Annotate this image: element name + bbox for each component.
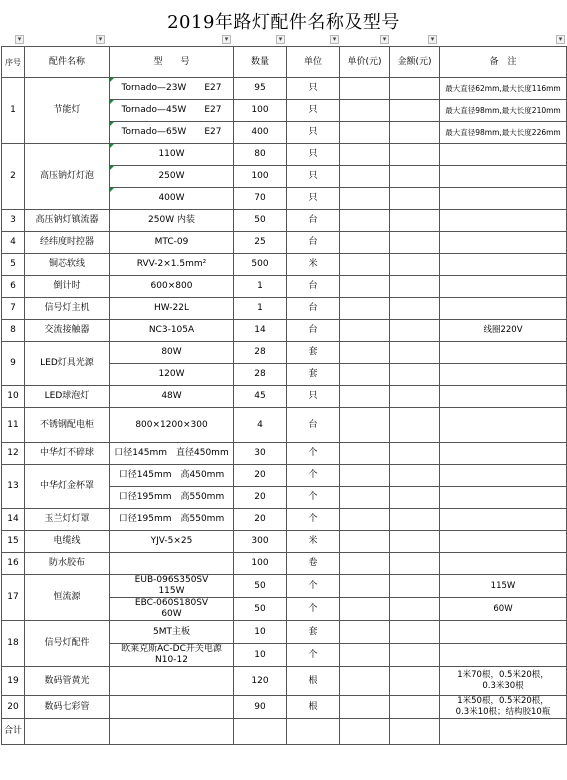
- amount-cell[interactable]: [390, 575, 440, 598]
- note-cell: 60W: [440, 598, 567, 621]
- unit-cell: 个: [287, 443, 340, 465]
- amount-cell[interactable]: [390, 298, 440, 320]
- part-name-cell: 不锈钢配电柜: [25, 408, 110, 443]
- price-cell[interactable]: [340, 342, 390, 364]
- price-cell[interactable]: [340, 166, 390, 188]
- note-cell: [440, 408, 567, 443]
- qty-cell: 1: [234, 298, 287, 320]
- header-unit: 单位: [287, 47, 340, 78]
- price-cell[interactable]: [340, 122, 390, 144]
- amount-cell[interactable]: [390, 364, 440, 386]
- seq-cell: 15: [2, 531, 25, 553]
- comment-indicator: [110, 188, 114, 192]
- seq-cell: 20: [2, 696, 25, 719]
- part-name-cell: 电缆线: [25, 531, 110, 553]
- qty-cell: 28: [234, 364, 287, 386]
- amount-cell[interactable]: [390, 553, 440, 575]
- unit-cell: 个: [287, 644, 340, 667]
- table-row: [2, 254, 567, 276]
- seq-cell: 10: [2, 386, 25, 408]
- unit-cell: 只: [287, 188, 340, 210]
- model-cell: 5MT主板: [110, 621, 234, 644]
- part-name-cell: LED球泡灯: [25, 386, 110, 408]
- model-cell: NC3-105A: [110, 320, 234, 342]
- model-cell: 口径145mm 高450mm: [110, 465, 234, 487]
- seq-cell: 11: [2, 408, 25, 443]
- qty-cell: 120: [234, 667, 287, 696]
- note-cell: [440, 210, 567, 232]
- total-row: [2, 719, 567, 745]
- qty-cell: 14: [234, 320, 287, 342]
- unit-cell: 台: [287, 408, 340, 443]
- price-cell[interactable]: [340, 487, 390, 509]
- price-cell[interactable]: [340, 644, 390, 667]
- part-name-cell: 数码七彩管: [25, 696, 110, 719]
- part-name-cell: 玉兰灯灯罩: [25, 509, 110, 531]
- seq-cell: 17: [2, 575, 25, 621]
- model-cell: 48W: [110, 386, 234, 408]
- model-cell: 250W 内装: [110, 210, 234, 232]
- table-row: [2, 210, 567, 232]
- qty-cell: 70: [234, 188, 287, 210]
- amount-cell[interactable]: [390, 320, 440, 342]
- table-row: [2, 443, 567, 465]
- part-name-cell: 节能灯: [25, 78, 110, 144]
- price-cell[interactable]: [340, 531, 390, 553]
- price-cell[interactable]: [340, 144, 390, 166]
- price-cell[interactable]: [340, 667, 390, 696]
- table-row: [2, 386, 567, 408]
- unit-cell: 只: [287, 166, 340, 188]
- note-cell: [440, 553, 567, 575]
- model-cell: [110, 696, 234, 719]
- unit-cell: 只: [287, 100, 340, 122]
- note-cell: 最大直径98mm,最大长度210mm: [440, 100, 567, 122]
- amount-cell[interactable]: [390, 78, 440, 100]
- header-row: [2, 47, 567, 78]
- part-name-cell: 经纬度时控器: [25, 232, 110, 254]
- note-cell: [440, 166, 567, 188]
- seq-cell: 3: [2, 210, 25, 232]
- qty-cell: 10: [234, 621, 287, 644]
- filter-dropdown-button[interactable]: ▾: [330, 35, 339, 44]
- total-empty-cell[interactable]: [390, 719, 440, 745]
- qty-cell: 10: [234, 644, 287, 667]
- model-cell: Tornado—23W E27: [110, 78, 234, 100]
- qty-cell: 28: [234, 342, 287, 364]
- amount-cell[interactable]: [390, 509, 440, 531]
- amount-cell[interactable]: [390, 465, 440, 487]
- seq-cell: 16: [2, 553, 25, 575]
- amount-cell[interactable]: [390, 100, 440, 122]
- unit-cell: 套: [287, 364, 340, 386]
- qty-cell: 400: [234, 122, 287, 144]
- model-cell: 120W: [110, 364, 234, 386]
- table-row: [2, 78, 567, 100]
- qty-cell: 500: [234, 254, 287, 276]
- unit-cell: 米: [287, 531, 340, 553]
- unit-cell: 个: [287, 575, 340, 598]
- table-row: [2, 621, 567, 644]
- header-model: 型 号: [110, 47, 234, 78]
- amount-cell[interactable]: [390, 342, 440, 364]
- seq-cell: 19: [2, 667, 25, 696]
- amount-cell[interactable]: [390, 210, 440, 232]
- seq-cell: 1: [2, 78, 25, 144]
- note-cell: 115W: [440, 575, 567, 598]
- unit-cell: 个: [287, 598, 340, 621]
- seq-cell: 8: [2, 320, 25, 342]
- part-name-cell: 交流接触器: [25, 320, 110, 342]
- price-cell[interactable]: [340, 100, 390, 122]
- table-row: [2, 276, 567, 298]
- price-cell[interactable]: [340, 320, 390, 342]
- amount-cell[interactable]: [390, 232, 440, 254]
- qty-cell: 300: [234, 531, 287, 553]
- note-cell: 最大直径62mm,最大长度116mm: [440, 78, 567, 100]
- note-cell: [440, 342, 567, 364]
- part-name-cell: 信号灯配件: [25, 621, 110, 667]
- table-row: [2, 575, 567, 598]
- price-cell[interactable]: [340, 210, 390, 232]
- seq-cell: 7: [2, 298, 25, 320]
- unit-cell: 只: [287, 386, 340, 408]
- price-cell[interactable]: [340, 78, 390, 100]
- unit-cell: 个: [287, 465, 340, 487]
- unit-cell: 台: [287, 232, 340, 254]
- table-row: [2, 531, 567, 553]
- qty-cell: 30: [234, 443, 287, 465]
- price-cell[interactable]: [340, 276, 390, 298]
- part-name-cell: LED灯具光源: [25, 342, 110, 386]
- seq-cell: 5: [2, 254, 25, 276]
- amount-cell[interactable]: [390, 386, 440, 408]
- filter-dropdown-button[interactable]: ▾: [96, 35, 105, 44]
- model-cell: 80W: [110, 342, 234, 364]
- note-cell: [440, 531, 567, 553]
- amount-cell[interactable]: [390, 166, 440, 188]
- price-cell[interactable]: [340, 598, 390, 621]
- part-name-cell: 恒流源: [25, 575, 110, 621]
- note-cell: [440, 364, 567, 386]
- header-amount: 金额(元): [390, 47, 440, 78]
- amount-cell[interactable]: [390, 443, 440, 465]
- filter-dropdown-button[interactable]: ▾: [380, 35, 389, 44]
- seq-cell: 14: [2, 509, 25, 531]
- model-cell: 800×1200×300: [110, 408, 234, 443]
- filter-dropdown-button[interactable]: ▾: [222, 35, 231, 44]
- header-note: 备 注: [440, 47, 567, 78]
- table-row: [2, 232, 567, 254]
- model-cell: 400W: [110, 188, 234, 210]
- model-cell: EBC-060S180SV 60W: [110, 598, 234, 621]
- header-name: 配件名称: [25, 47, 110, 78]
- note-cell: 线圈220V: [440, 320, 567, 342]
- qty-cell: 100: [234, 100, 287, 122]
- note-cell: 1米50根，0.5米20根， 0.3米10根；结构胶10瓶: [440, 696, 567, 719]
- comment-indicator: [110, 166, 114, 170]
- unit-cell: 只: [287, 78, 340, 100]
- table-row: [2, 696, 567, 719]
- table-row: [2, 667, 567, 696]
- qty-cell: 50: [234, 210, 287, 232]
- qty-cell: 4: [234, 408, 287, 443]
- comment-indicator: [110, 100, 114, 104]
- part-name-cell: 中华灯金杯罩: [25, 465, 110, 509]
- price-cell[interactable]: [340, 575, 390, 598]
- seq-cell: 6: [2, 276, 25, 298]
- model-cell: 口径145mm 直径450mm: [110, 443, 234, 465]
- model-cell: MTC-09: [110, 232, 234, 254]
- seq-cell: 13: [2, 465, 25, 509]
- amount-cell[interactable]: [390, 531, 440, 553]
- unit-cell: 台: [287, 276, 340, 298]
- qty-cell: 25: [234, 232, 287, 254]
- total-empty-cell: [25, 719, 110, 745]
- model-cell: 250W: [110, 166, 234, 188]
- comment-indicator: [110, 78, 114, 82]
- model-cell: [110, 667, 234, 696]
- parts-table: [1, 46, 567, 745]
- price-cell[interactable]: [340, 553, 390, 575]
- unit-cell: 个: [287, 509, 340, 531]
- model-cell: [110, 553, 234, 575]
- qty-cell: 20: [234, 465, 287, 487]
- total-empty-cell: [287, 719, 340, 745]
- part-name-cell: 信号灯主机: [25, 298, 110, 320]
- price-cell[interactable]: [340, 509, 390, 531]
- unit-cell: 套: [287, 342, 340, 364]
- unit-cell: 根: [287, 667, 340, 696]
- seq-cell: 2: [2, 144, 25, 210]
- unit-cell: 卷: [287, 553, 340, 575]
- price-cell[interactable]: [340, 443, 390, 465]
- unit-cell: 台: [287, 210, 340, 232]
- filter-dropdown-button[interactable]: ▾: [556, 35, 565, 44]
- price-cell[interactable]: [340, 254, 390, 276]
- model-cell: 口径195mm 高550mm: [110, 487, 234, 509]
- qty-cell: 100: [234, 166, 287, 188]
- note-cell: [440, 232, 567, 254]
- amount-cell[interactable]: [390, 408, 440, 443]
- note-cell: [440, 386, 567, 408]
- price-cell[interactable]: [340, 386, 390, 408]
- unit-cell: 个: [287, 487, 340, 509]
- qty-cell: 50: [234, 575, 287, 598]
- table-row: [2, 320, 567, 342]
- qty-cell: 20: [234, 509, 287, 531]
- note-cell: [440, 621, 567, 644]
- price-cell[interactable]: [340, 696, 390, 719]
- table-row: [2, 509, 567, 531]
- part-name-cell: 防水胶布: [25, 553, 110, 575]
- note-cell: [440, 188, 567, 210]
- total-empty-cell: [440, 719, 567, 745]
- filter-dropdown-button[interactable]: ▾: [15, 35, 24, 44]
- price-cell[interactable]: [340, 364, 390, 386]
- comment-indicator: [110, 144, 114, 148]
- sheet-title: 2019年路灯配件名称及型号: [167, 12, 400, 33]
- model-cell: Tornado—65W E27: [110, 122, 234, 144]
- model-cell: 欧莱克斯AC-DC开关电源 N10-12: [110, 644, 234, 667]
- price-cell[interactable]: [340, 408, 390, 443]
- qty-cell: 20: [234, 487, 287, 509]
- unit-cell: 台: [287, 298, 340, 320]
- qty-cell: 80: [234, 144, 287, 166]
- amount-cell[interactable]: [390, 144, 440, 166]
- model-cell: 600×800: [110, 276, 234, 298]
- qty-cell: 100: [234, 553, 287, 575]
- unit-cell: 根: [287, 696, 340, 719]
- header-price: 单价(元): [340, 47, 390, 78]
- model-cell: RVV-2×1.5mm²: [110, 254, 234, 276]
- amount-cell[interactable]: [390, 621, 440, 644]
- total-empty-cell: [110, 719, 234, 745]
- table-row: [2, 342, 567, 364]
- part-name-cell: 中华灯不碎球: [25, 443, 110, 465]
- unit-cell: 只: [287, 122, 340, 144]
- seq-cell: 12: [2, 443, 25, 465]
- model-cell: 口径195mm 高550mm: [110, 509, 234, 531]
- model-cell: YJV-5×25: [110, 531, 234, 553]
- part-name-cell: 高压钠灯灯泡: [25, 144, 110, 210]
- amount-cell[interactable]: [390, 188, 440, 210]
- note-cell: [440, 254, 567, 276]
- seq-cell: 18: [2, 621, 25, 667]
- qty-cell: 50: [234, 598, 287, 621]
- filter-row: [0, 35, 567, 46]
- model-cell: EUB-096S350SV 115W: [110, 575, 234, 598]
- amount-cell[interactable]: [390, 122, 440, 144]
- part-name-cell: 倒计时: [25, 276, 110, 298]
- note-cell: [440, 465, 567, 487]
- amount-cell[interactable]: [390, 696, 440, 719]
- seq-cell: 4: [2, 232, 25, 254]
- model-cell: Tornado—45W E27: [110, 100, 234, 122]
- amount-cell[interactable]: [390, 644, 440, 667]
- qty-cell: 95: [234, 78, 287, 100]
- header-qty: 数量: [234, 47, 287, 78]
- price-cell[interactable]: [340, 621, 390, 644]
- part-name-cell: 数码管黄光: [25, 667, 110, 696]
- note-cell: [440, 276, 567, 298]
- note-cell: [440, 644, 567, 667]
- note-cell: [440, 443, 567, 465]
- note-cell: 1米70根，0.5米20根， 0.3米30根: [440, 667, 567, 696]
- table-row: [2, 465, 567, 487]
- table-row: [2, 298, 567, 320]
- amount-cell[interactable]: [390, 487, 440, 509]
- price-cell[interactable]: [340, 465, 390, 487]
- total-empty-cell[interactable]: [340, 719, 390, 745]
- header-seq: 序号: [2, 47, 25, 78]
- qty-cell: 1: [234, 276, 287, 298]
- qty-cell: 90: [234, 696, 287, 719]
- note-cell: [440, 298, 567, 320]
- note-cell: [440, 509, 567, 531]
- unit-cell: 台: [287, 320, 340, 342]
- filter-dropdown-button[interactable]: ▾: [276, 35, 285, 44]
- unit-cell: 套: [287, 621, 340, 644]
- amount-cell[interactable]: [390, 276, 440, 298]
- table-row: [2, 553, 567, 575]
- qty-cell: 45: [234, 386, 287, 408]
- part-name-cell: 高压钠灯镇流器: [25, 210, 110, 232]
- price-cell[interactable]: [340, 188, 390, 210]
- comment-indicator: [110, 122, 114, 126]
- note-cell: [440, 144, 567, 166]
- filter-dropdown-button[interactable]: ▾: [428, 35, 437, 44]
- part-name-cell: 铜芯软线: [25, 254, 110, 276]
- unit-cell: 只: [287, 144, 340, 166]
- amount-cell[interactable]: [390, 667, 440, 696]
- price-cell[interactable]: [340, 298, 390, 320]
- table-row: [2, 144, 567, 166]
- total-label: 合计: [2, 719, 25, 745]
- seq-cell: 9: [2, 342, 25, 386]
- unit-cell: 米: [287, 254, 340, 276]
- amount-cell[interactable]: [390, 254, 440, 276]
- model-cell: HW-22L: [110, 298, 234, 320]
- note-cell: 最大直径98mm,最大长度226mm: [440, 122, 567, 144]
- note-cell: [440, 487, 567, 509]
- model-cell: 110W: [110, 144, 234, 166]
- total-empty-cell: [234, 719, 287, 745]
- amount-cell[interactable]: [390, 598, 440, 621]
- price-cell[interactable]: [340, 232, 390, 254]
- table-row: [2, 408, 567, 443]
